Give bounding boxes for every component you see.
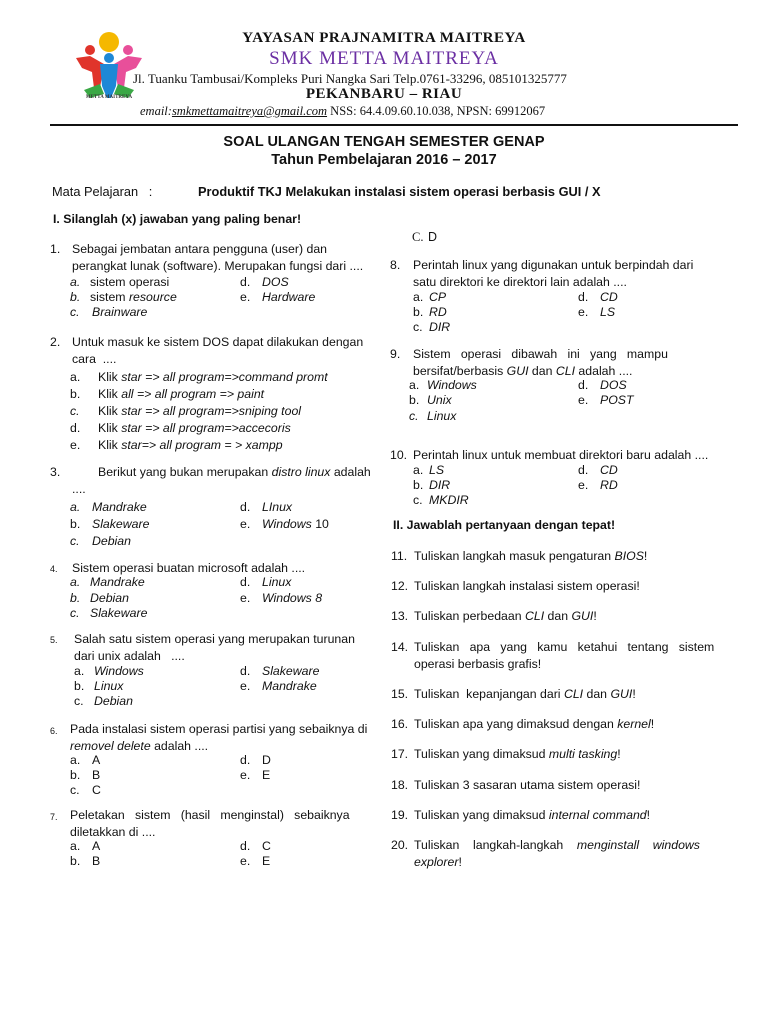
option-text: Mandrake: [90, 575, 145, 589]
option-text: Slakeware: [262, 664, 320, 678]
option-text: Windows 10: [262, 517, 329, 531]
option-letter: d.: [578, 378, 589, 392]
exam-title: SOAL ULANGAN TENGAH SEMESTER GENAP: [223, 134, 545, 150]
essay-number: 16.: [391, 717, 409, 731]
essay-question: Tuliskan kepanjangan dari CLI dan GUI!: [414, 687, 636, 701]
section-1-heading: I. Silanglah (x) jawaban yang paling benar!: [53, 212, 302, 226]
option-text: Windows 8: [262, 591, 323, 605]
option-letter: c.: [70, 606, 80, 620]
question-line: dari unix adalah ....: [74, 649, 185, 663]
option-letter: b.: [413, 478, 424, 492]
option-text: LInux: [262, 500, 293, 514]
option-letter: a.: [70, 839, 81, 853]
option-letter: e.: [240, 517, 251, 531]
option-letter: c.: [413, 493, 423, 507]
essay-number: 17.: [391, 747, 409, 761]
question-line: Perintah linux untuk membuat direktori baru adalah ....: [413, 448, 709, 462]
option-text: sistem operasi: [90, 275, 170, 289]
school-contact: [140, 104, 545, 119]
option-letter: d.: [240, 753, 251, 767]
option-letter: b.: [413, 305, 424, 319]
option-letter: a.: [74, 664, 85, 678]
option-text: DIR: [429, 478, 451, 492]
option-text: Debian: [90, 591, 129, 605]
question-number: 7.: [50, 812, 58, 822]
question-line: Salah satu sistem operasi yang merupakan turunan: [74, 632, 355, 646]
essay-question: Tuliskan apa yang kamu ketahui tentang sistem: [414, 640, 715, 654]
option-text: Klik all => all program => paint: [98, 387, 265, 401]
essay-number: 15.: [391, 687, 409, 701]
option-text: C: [92, 783, 101, 797]
option-letter: c.: [70, 305, 80, 319]
letterhead-rule: [50, 124, 738, 126]
question-number: 9.: [390, 347, 401, 361]
option-text: Mandrake: [262, 679, 317, 693]
option-letter: d.: [240, 275, 251, 289]
option-text: Windows: [427, 378, 477, 392]
subject-label: Mata Pelajaran :: [52, 184, 153, 199]
question-line: Berikut yang bukan merupakan distro linux adalah: [98, 465, 371, 479]
option-letter: c.: [70, 783, 80, 797]
option-letter: c.: [70, 534, 80, 548]
question-number: 10.: [390, 448, 408, 462]
option-letter: e.: [70, 438, 81, 452]
option-letter: e.: [240, 679, 251, 693]
essay-number: 14.: [391, 640, 409, 654]
option-text: C: [262, 839, 271, 853]
essay-question: Tuliskan 3 sasaran utama sistem operasi!: [414, 778, 641, 792]
option-text: CD: [600, 290, 618, 304]
question-number: 8.: [390, 258, 401, 272]
option-text: E: [262, 768, 271, 782]
essay-question-line: operasi berbasis grafis!: [414, 657, 542, 671]
option-letter: d.: [240, 500, 251, 514]
option-text: CP: [429, 290, 447, 304]
question-number: 4.: [50, 564, 58, 574]
essay-number: 13.: [391, 609, 409, 623]
option-letter: d.: [240, 664, 251, 678]
email-label: email:: [140, 104, 172, 118]
option-letter: b.: [70, 768, 81, 782]
option-letter: c.: [70, 404, 80, 418]
question-line: removel delete adalah ....: [70, 739, 209, 753]
option-letter: C.: [412, 230, 424, 244]
option-letter: e.: [578, 305, 589, 319]
option-letter: e.: [240, 591, 251, 605]
option-letter: b.: [70, 387, 81, 401]
option-letter: a.: [70, 753, 81, 767]
essay-question: Tuliskan yang dimaksud internal command!: [414, 808, 651, 822]
option-text: Debian: [94, 694, 133, 708]
option-letter: c.: [409, 409, 419, 423]
question-line: Untuk masuk ke sistem DOS dapat dilakukan dengan: [72, 335, 364, 349]
question-line: Perintah linux yang digunakan untuk berpindah dari: [413, 258, 694, 272]
option-text: Linux: [427, 409, 457, 423]
option-letter: d.: [240, 575, 251, 589]
option-text: Klik star => all program=>command promt: [98, 370, 328, 384]
exam-year: Tahun Pembelajaran 2016 – 2017: [271, 152, 497, 168]
option-text: Brainware: [92, 305, 148, 319]
question-7-option-c: [412, 230, 437, 245]
option-text: Klik star => all program=>sniping tool: [98, 404, 302, 418]
question-number: 6.: [50, 726, 58, 736]
option-text: DIR: [429, 320, 451, 334]
section-2-heading: II. Jawablah pertanyaan dengan tepat!: [393, 518, 616, 532]
option-letter: b.: [74, 679, 85, 693]
option-letter: e.: [240, 854, 251, 868]
question-line: Sebagai jembatan antara pengguna (user) dan: [72, 242, 328, 256]
option-text: Linux: [94, 679, 124, 693]
option-letter: d.: [240, 839, 251, 853]
option-text: D: [428, 230, 438, 244]
logo-caption: METTA MAITREYA: [85, 95, 133, 100]
option-letter: b.: [70, 591, 81, 605]
option-text: Linux: [262, 575, 292, 589]
option-text: Debian: [92, 534, 131, 548]
question-line: satu direktori ke direktori lain adalah ....: [413, 275, 627, 289]
option-letter: a.: [70, 500, 81, 514]
foundation-name: YAYASAN PRAJNAMITRA MAITREYA: [242, 30, 526, 46]
question-line: Pada instalasi sistem operasi partisi yang sebaiknya di: [70, 722, 368, 736]
option-letter: e.: [578, 393, 589, 407]
email-link[interactable]: smkmettamaitreya@gmail.com: [171, 104, 328, 118]
question-line: cara ....: [72, 352, 117, 366]
essay-question: Tuliskan perbedaan CLI dan GUI!: [414, 609, 597, 623]
question-number: 5.: [50, 635, 58, 645]
option-text: POST: [600, 393, 634, 407]
question-line: bersifat/berbasis GUI dan CLI adalah ....: [413, 364, 633, 378]
essay-question: Tuliskan apa yang dimaksud dengan kernel!: [414, 717, 655, 731]
option-text: Klik star => all program=>accecoris: [98, 421, 291, 435]
option-text: Slakeware: [92, 517, 150, 531]
question-line: Peletakan sistem (hasil menginstal) sebaiknya: [70, 808, 350, 822]
option-text: DOS: [600, 378, 627, 392]
option-text: D: [262, 753, 271, 767]
option-text: sistem resource: [90, 290, 177, 304]
option-text: LS: [429, 463, 445, 477]
option-text: RD: [600, 478, 618, 492]
option-letter: b.: [70, 517, 81, 531]
essay-question: Tuliskan langkah masuk pengaturan BIOS!: [414, 549, 648, 563]
question-number: 2.: [50, 335, 61, 349]
question-number: 1.: [50, 242, 61, 256]
option-text: Windows: [94, 664, 144, 678]
essay-question-line: explorer!: [414, 855, 462, 869]
question-line: perangkat lunak (software). Merupakan fungsi dari ....: [72, 259, 364, 273]
option-text: DOS: [262, 275, 289, 289]
essay-number: 11.: [391, 549, 408, 563]
question-line: Sistem operasi dibawah ini yang mampu: [413, 347, 668, 361]
school-name: SMK METTA MAITREYA: [269, 48, 499, 69]
school-ids: NSS: 64.4.09.60.10.038, NPSN: 69912067: [327, 104, 546, 118]
essay-question: Tuliskan langkah instalasi sistem operasi!: [414, 579, 640, 593]
essay-number: 19.: [391, 808, 409, 822]
option-text: A: [92, 839, 101, 853]
option-text: Slakeware: [90, 606, 148, 620]
option-text: E: [262, 854, 271, 868]
essay-question: Tuliskan langkah-langkah menginstall windows: [414, 838, 700, 852]
option-text: B: [92, 768, 101, 782]
subject-name: Produktif TKJ Melakukan instalasi sistem operasi berbasis GUI / X: [198, 184, 601, 199]
option-text: A: [92, 753, 101, 767]
essay-number: 12.: [391, 579, 409, 593]
option-text: B: [92, 854, 101, 868]
option-letter: b.: [70, 290, 81, 304]
option-letter: c.: [74, 694, 84, 708]
essay-number: 20.: [391, 838, 409, 852]
question-line: Sistem operasi buatan microsoft adalah ....: [72, 561, 306, 575]
question-number: 3.: [50, 465, 61, 479]
option-letter: d.: [578, 463, 589, 477]
option-letter: a.: [413, 463, 424, 477]
option-text: RD: [429, 305, 447, 319]
option-letter: a.: [413, 290, 424, 304]
option-text: Hardware: [262, 290, 316, 304]
option-letter: c.: [413, 320, 423, 334]
option-text: Mandrake: [92, 500, 147, 514]
option-letter: d.: [70, 421, 81, 435]
option-letter: b.: [70, 854, 81, 868]
option-text: CD: [600, 463, 618, 477]
option-letter: a.: [409, 378, 420, 392]
option-letter: e.: [240, 768, 251, 782]
school-address: Jl. Tuanku Tambusai/Kompleks Puri Nangka Sari Telp.0761-33296, 085101325777: [133, 71, 567, 86]
option-letter: a.: [70, 275, 81, 289]
question-line: ....: [72, 482, 86, 496]
school-city: PEKANBARU – RIAU: [305, 86, 463, 102]
essay-question: Tuliskan yang dimaksud multi tasking!: [414, 747, 621, 761]
option-text: Klik star=> all program = > xampp: [98, 438, 283, 452]
option-text: LS: [600, 305, 616, 319]
essay-number: 18.: [391, 778, 409, 792]
option-letter: a.: [70, 370, 81, 384]
question-line: diletakkan di ....: [70, 825, 156, 839]
option-letter: b.: [409, 393, 420, 407]
option-text: Unix: [427, 393, 452, 407]
option-letter: a.: [70, 575, 81, 589]
option-letter: e.: [240, 290, 251, 304]
option-letter: d.: [578, 290, 589, 304]
option-letter: e.: [578, 478, 589, 492]
option-text: MKDIR: [429, 493, 469, 507]
